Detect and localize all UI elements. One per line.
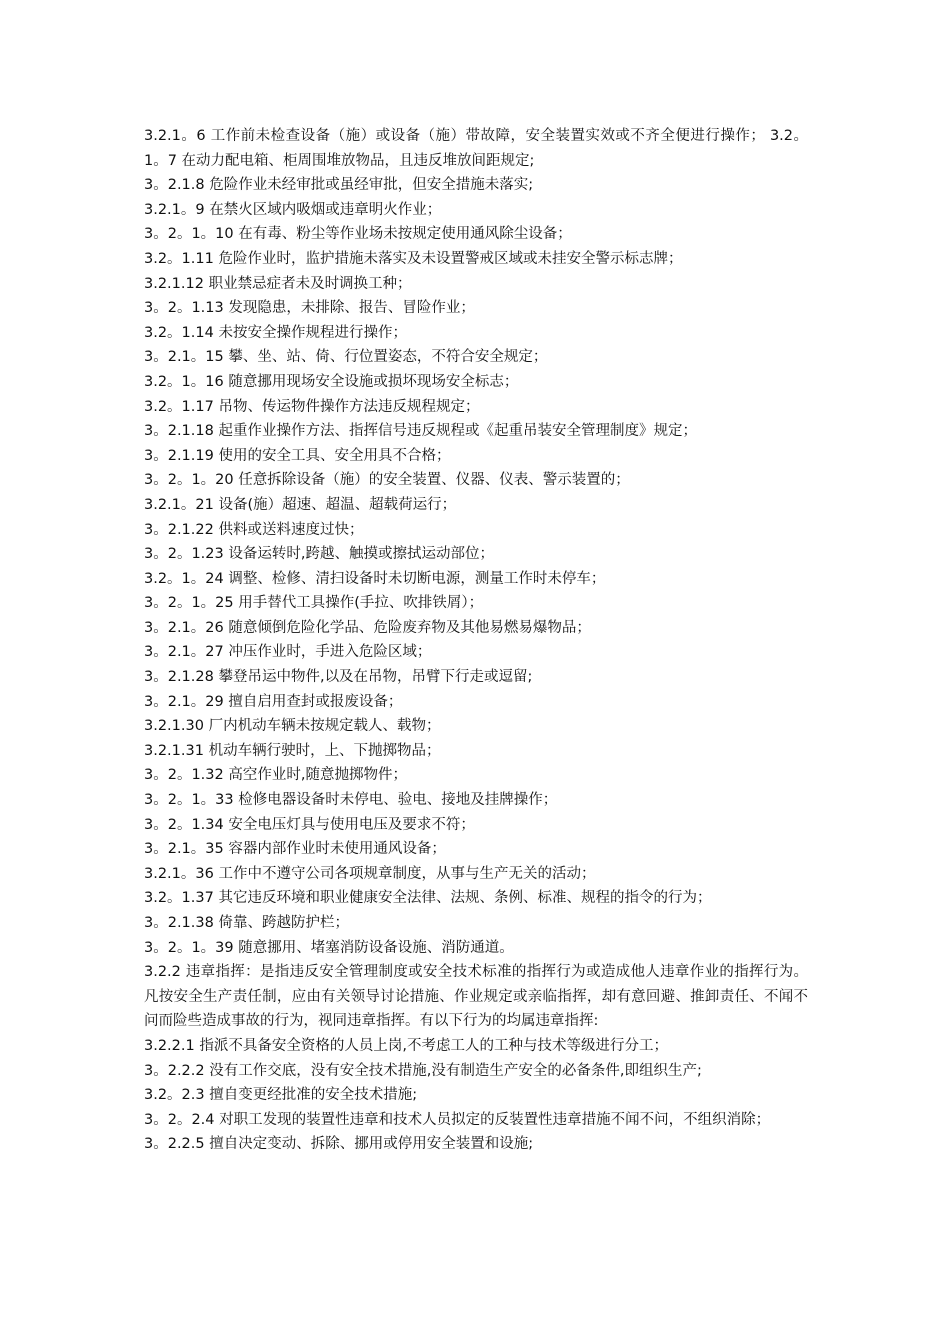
document-paragraph: 3.2。1.37 其它违反环境和职业健康安全法律、法规、条例、标准、规程的指令的行为； — [144, 890, 712, 907]
document-paragraph: 3.2.1。9 在禁火区域内吸烟或违章明火作业； — [144, 201, 442, 218]
document-paragraph: 3。2.1.19 使用的安全工具、安全用具不合格； — [144, 447, 451, 464]
document-paragraph: 3.2。1。24 调整、检修、清扫设备时未切断电源，测量工作时未停车； — [144, 570, 606, 587]
document-paragraph: 3.2。1.17 吊物、传运物件操作方法违反规程规定； — [144, 398, 480, 415]
document-paragraph: 3.2。1.14 未按安全操作规程进行操作； — [144, 324, 407, 341]
document-paragraph: 3。2。1.23 设备运转时,跨越、触摸或擦拭运动部位； — [144, 546, 494, 563]
document-paragraph: 3.2.1。21 设备(施）超速、超温、超载荷运行； — [144, 496, 457, 513]
document-paragraph: 3。2.1。35 容器内部作业时未使用通风设备； — [144, 841, 446, 858]
document-paragraph: 3。2。1。33 检修电器设备时未停电、验电、接地及挂牌操作； — [144, 792, 558, 809]
document-paragraph: 3。2.2.2 没有工作交底，没有安全技术措施,没有制造生产安全的必备条件,即组织生产; — [144, 1062, 702, 1079]
document-paragraph: 3。2.1。26 随意倾倒危险化学品、危险废弃物及其他易燃易爆物品； — [144, 619, 591, 636]
document-paragraph: 3。2.1。27 冲压作业时，手进入危险区域； — [144, 644, 432, 661]
document-body — [144, 124, 808, 1157]
document-paragraph: 3。2。1.32 高空作业时,随意抛掷物件； — [144, 767, 407, 784]
document-paragraph: 3。2。1。10 在有毒、粉尘等作业场未按规定使用通风除尘设备； — [144, 226, 572, 243]
document-paragraph: 3。2.1.38 倚靠、跨越防护栏； — [144, 915, 349, 931]
document-paragraph: 3。2.1.22 供料或送料速度过快； — [144, 521, 364, 538]
document-paragraph: 3。2。1。20 任意拆除设备（施）的安全装置、仪器、仪表、警示装置的； — [144, 472, 630, 489]
document-paragraph: 3。2.1。29 擅自启用查封或报废设备； — [144, 693, 403, 710]
document-paragraph: 3.2.1.12 职业禁忌症者未及时调换工种； — [144, 275, 412, 292]
document-paragraph: 3.2.2 违章指挥：是指违反安全管理制度或安全技术标准的指挥行为或造成他人违章作业的指挥行为。凡按安全生产责任制，应由有关领导讨论措施、作业规定或亲临指挥，却有意回避、推卸责任、不闻不问而险些造成事故的行为，视同违章指挥。有以下行为的均属违章指挥: — [144, 964, 808, 1030]
document-paragraph: 3.2.1。36 工作中不遵守公司各项规章制度，从事与生产无关的活动； — [144, 865, 596, 882]
document-paragraph: 3.2。1。16 随意挪用现场安全设施或损坏现场安全标志； — [144, 373, 519, 390]
document-paragraph: 3.2。1.11 危险作业时，监护措施未落实及未设置警戒区域或未挂安全警示标志牌； — [144, 250, 683, 267]
document-paragraph: 3。2。1.13 发现隐患，未排除、报告、冒险作业； — [144, 300, 475, 317]
document-paragraph: 3.2.1.30 厂内机动车辆未按规定载人、载物； — [144, 718, 441, 735]
document-paragraph: 3。2。2.4 对职工发现的装置性违章和技术人员拟定的反装置性违章措施不闻不问，不组织消除； — [144, 1111, 771, 1128]
document-paragraph: 3。2.1.18 起重作业操作方法、指挥信号违反规程或《起重吊装安全管理制度》规定； — [144, 423, 697, 440]
document-paragraph: 3。2。1。39 随意挪用、堵塞消防设备设施、消防通道。 — [144, 939, 514, 956]
document-paragraph: 3。2.1.28 攀登吊运中物件,以及在吊物，吊臂下行走或逗留; — [144, 669, 533, 686]
document-paragraph: 3。2.1。15 攀、坐、站、倚、行位置姿态，不符合安全规定； — [144, 349, 548, 366]
document-paragraph: 3.2.2.1 指派不具备安全资格的人员上岗,不考虑工人的工种与技术等级进行分工； — [144, 1037, 668, 1054]
document-paragraph: 3.2。2.3 擅自变更经批准的安全技术措施; — [144, 1087, 418, 1104]
document-paragraph: 3。2。1。25 用手替代工具操作(手拉、吹排铁屑）； — [144, 595, 484, 612]
document-paragraph: 3.2.1。6 工作前未检查设备（施）或设备（施）带故障，安全装置实效或不齐全便进行操作； 3.2。1。7 在动力配电箱、柜周围堆放物品，且违反堆放间距规定; — [144, 128, 808, 169]
document-paragraph: 3.2.1.31 机动车辆行驶时，上、下抛掷物品； — [144, 742, 441, 759]
document-paragraph: 3。2。1.34 安全电压灯具与使用电压及要求不符； — [144, 816, 475, 833]
document-paragraph: 3。2.2.5 擅自决定变动、拆除、挪用或停用安全装置和设施; — [144, 1136, 534, 1153]
document-paragraph: 3。2.1.8 危险作业未经审批或虽经审批，但安全措施未落实; — [144, 177, 534, 194]
